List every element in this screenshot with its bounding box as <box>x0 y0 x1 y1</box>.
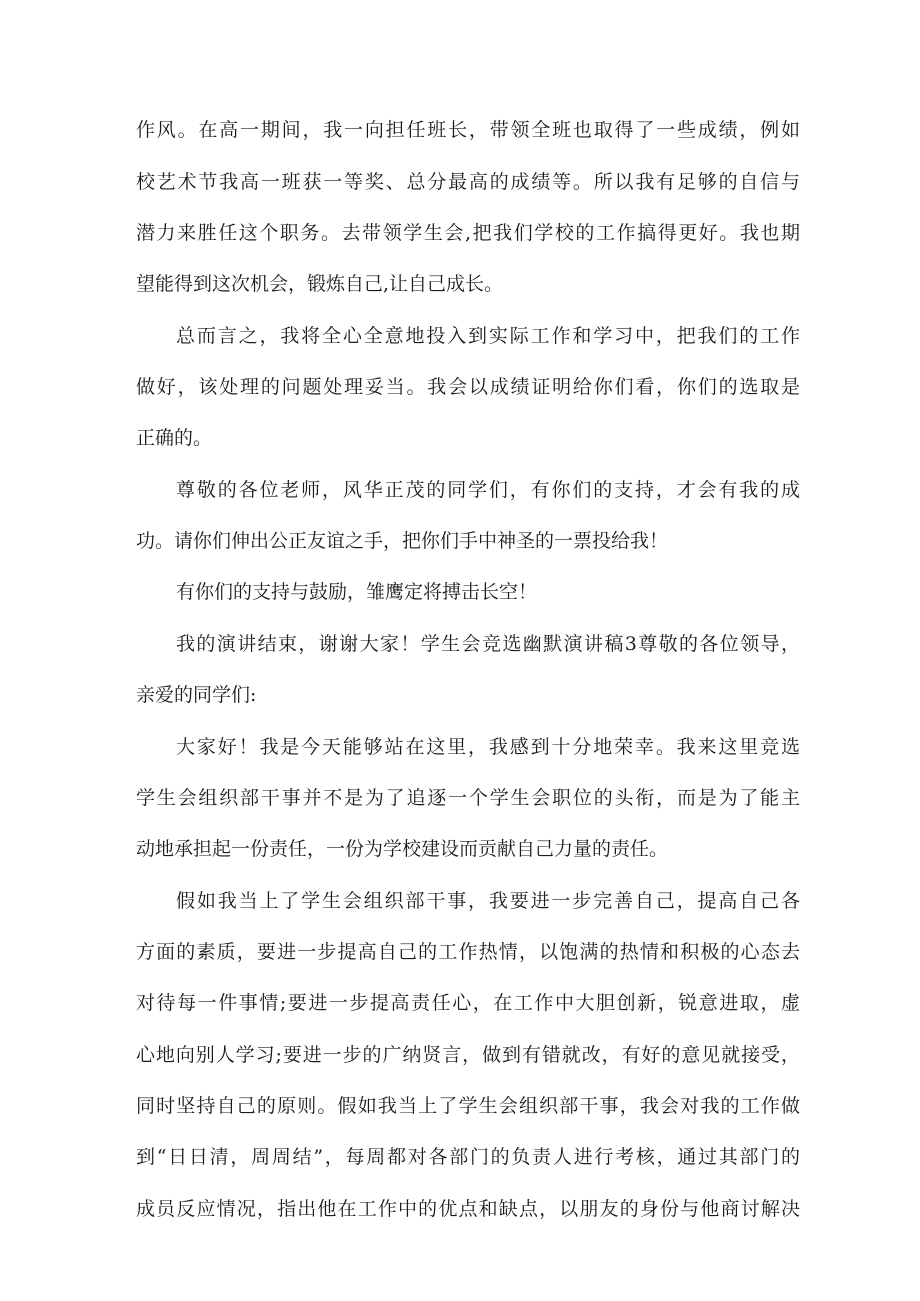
text-line: 做好，该处理的问题处理妥当。我会以成绩证明给你们看，你们的选取是 <box>136 376 800 398</box>
text-line: 有你们的支持与鼓励，雏鹰定将搏击长空！ <box>176 581 538 603</box>
text-line: 到“日日清，周周结”，每周都对各部门的负责人进行考核，通过其部门的 <box>136 1146 800 1168</box>
text-line: 心地向别人学习;要进一步的广纳贤言，做到有错就改，有好的意见就接受， <box>136 1044 800 1066</box>
text-line: 同时坚持自己的原则。假如我当上了学生会组织部干事，我会对我的工作做 <box>136 1095 800 1117</box>
text-line: 作风。在高一期间，我一向担任班长，带领全班也取得了一些成绩，例如 <box>136 119 800 141</box>
text-line: 对待每一件事情;要进一步提高责任心，在工作中大胆创新，锐意进取，虚 <box>136 992 800 1014</box>
text-line: 动地承担起一份责任，一份为学校建设而贡献自己力量的责任。 <box>136 838 669 860</box>
text-line: 方面的素质，要进一步提高自己的工作热情，以饱满的热情和积极的心态去 <box>136 941 800 963</box>
text-line: 我的演讲结束，谢谢大家！学生会竞选幽默演讲稿3尊敬的各位领导， <box>176 633 800 655</box>
text-line: 潜力来胜任这个职务。去带领学生会,把我们学校的工作搞得更好。我也期 <box>136 222 800 244</box>
text-line: 望能得到这次机会，锻炼自己,让自己成长。 <box>136 273 504 295</box>
text-line: 功。请你们伸出公正友谊之手，把你们手中神圣的一票投给我！ <box>136 530 669 552</box>
text-line: 学生会组织部干事并不是为了追逐一个学生会职位的头衔，而是为了能主 <box>136 787 800 809</box>
text-line: 校艺术节我高一班获一等奖、总分最高的成绩等。所以我有足够的自信与 <box>136 171 800 193</box>
text-line: 成员反应情况，指出他在工作中的优点和缺点，以朋友的身份与他商讨解决 <box>136 1198 800 1220</box>
text-line: 假如我当上了学生会组织部干事，我要进一步完善自己，提高自己各 <box>176 890 800 912</box>
text-line: 总而言之，我将全心全意地投入到实际工作和学习中，把我们的工作 <box>176 325 800 347</box>
text-line: 正确的。 <box>136 427 213 449</box>
text-line: 尊敬的各位老师，风华正茂的同学们，有你们的支持，才会有我的成 <box>176 479 800 501</box>
text-line: 亲爱的同学们: <box>136 684 257 706</box>
text-line: 大家好！我是今天能够站在这里，我感到十分地荣幸。我来这里竞选 <box>176 736 800 758</box>
